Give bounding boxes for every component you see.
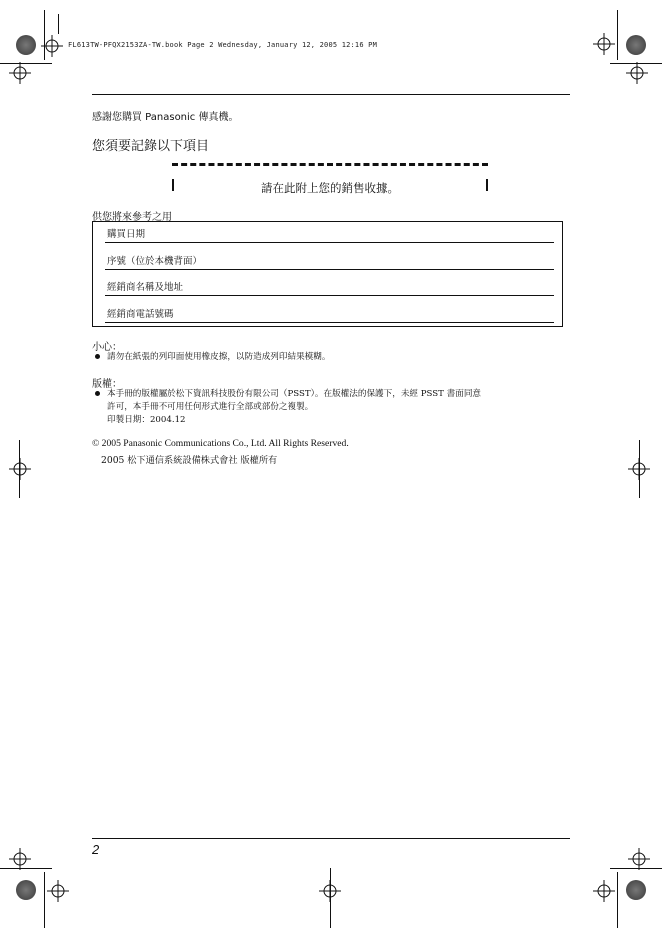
copyright-chinese: 2005 松下通信系統設備株式會社 版權所有 — [101, 455, 278, 466]
trim-mark — [639, 440, 640, 498]
trim-mark — [0, 63, 52, 64]
receipt-attach-box — [172, 163, 488, 194]
trim-mark — [58, 14, 59, 34]
crosshair-icon — [593, 33, 615, 55]
registration-disk-icon — [626, 880, 646, 900]
field-dealer-name-address — [105, 275, 554, 296]
registration-disk-icon — [626, 35, 646, 55]
page-number: 2 — [92, 842, 100, 857]
crosshair-icon — [9, 458, 31, 480]
trim-mark — [0, 868, 52, 869]
receipt-note: 請在此附上您的銷售收據。 — [261, 181, 399, 195]
caution-title: 小心： — [92, 342, 122, 353]
field-purchase-date — [105, 222, 554, 243]
trim-mark — [617, 872, 618, 928]
registration-disk-icon — [16, 880, 36, 900]
footer-rule — [92, 838, 570, 839]
field-label: 序號（位於本機背面） — [107, 256, 203, 267]
crosshair-icon — [626, 62, 648, 84]
trim-mark — [617, 10, 618, 60]
reference-heading: 供您將來參考之用 — [92, 212, 172, 223]
thanks-text: 感謝您購買 Panasonic 傳真機。 — [92, 112, 239, 123]
crosshair-icon — [593, 880, 615, 902]
record-heading: 您須要記錄以下項目 — [92, 139, 210, 154]
trim-mark — [44, 872, 45, 928]
field-label: 購買日期 — [107, 229, 146, 240]
copyright-title: 版權： — [92, 379, 122, 390]
print-date: 印製日期：2004.12 — [107, 415, 186, 425]
bullet-icon — [95, 391, 100, 396]
trim-mark — [610, 63, 662, 64]
record-fields-box — [92, 221, 563, 327]
header-rule — [92, 94, 570, 95]
crosshair-icon — [9, 62, 31, 84]
field-dealer-phone — [105, 302, 554, 323]
trim-mark — [44, 10, 45, 60]
crosshair-icon — [628, 848, 650, 870]
crosshair-icon — [47, 880, 69, 902]
trim-mark — [610, 868, 662, 869]
copyright-line-2: 許可，本手冊不可用任何形式進行全部或部份之複製。 — [107, 402, 314, 412]
trim-mark — [330, 868, 331, 928]
registration-disk-icon — [16, 35, 36, 55]
copyright-english: © 2005 Panasonic Communications Co., Ltd. All Rights Reserved. — [92, 438, 349, 449]
trim-mark — [19, 440, 20, 498]
field-label: 經銷商名稱及地址 — [107, 282, 184, 293]
caution-item: 請勿在紙張的列印面使用橡皮擦，以防造成列印結果模糊。 — [107, 352, 331, 362]
crosshair-icon — [9, 848, 31, 870]
field-label: 經銷商電話號碼 — [107, 309, 174, 320]
copyright-line-1: 本手冊的版權屬於松下資訊科技股份有限公司（PSST）。在版權法的保護下，未經 PSST 書面同意 — [107, 389, 482, 399]
field-serial-number — [105, 249, 554, 270]
print-slug: FL613TW-PFQX2153ZA-TW.book Page 2 Wednesday, January 12, 2005 12:16 PM — [68, 41, 378, 49]
bullet-icon — [95, 354, 100, 359]
